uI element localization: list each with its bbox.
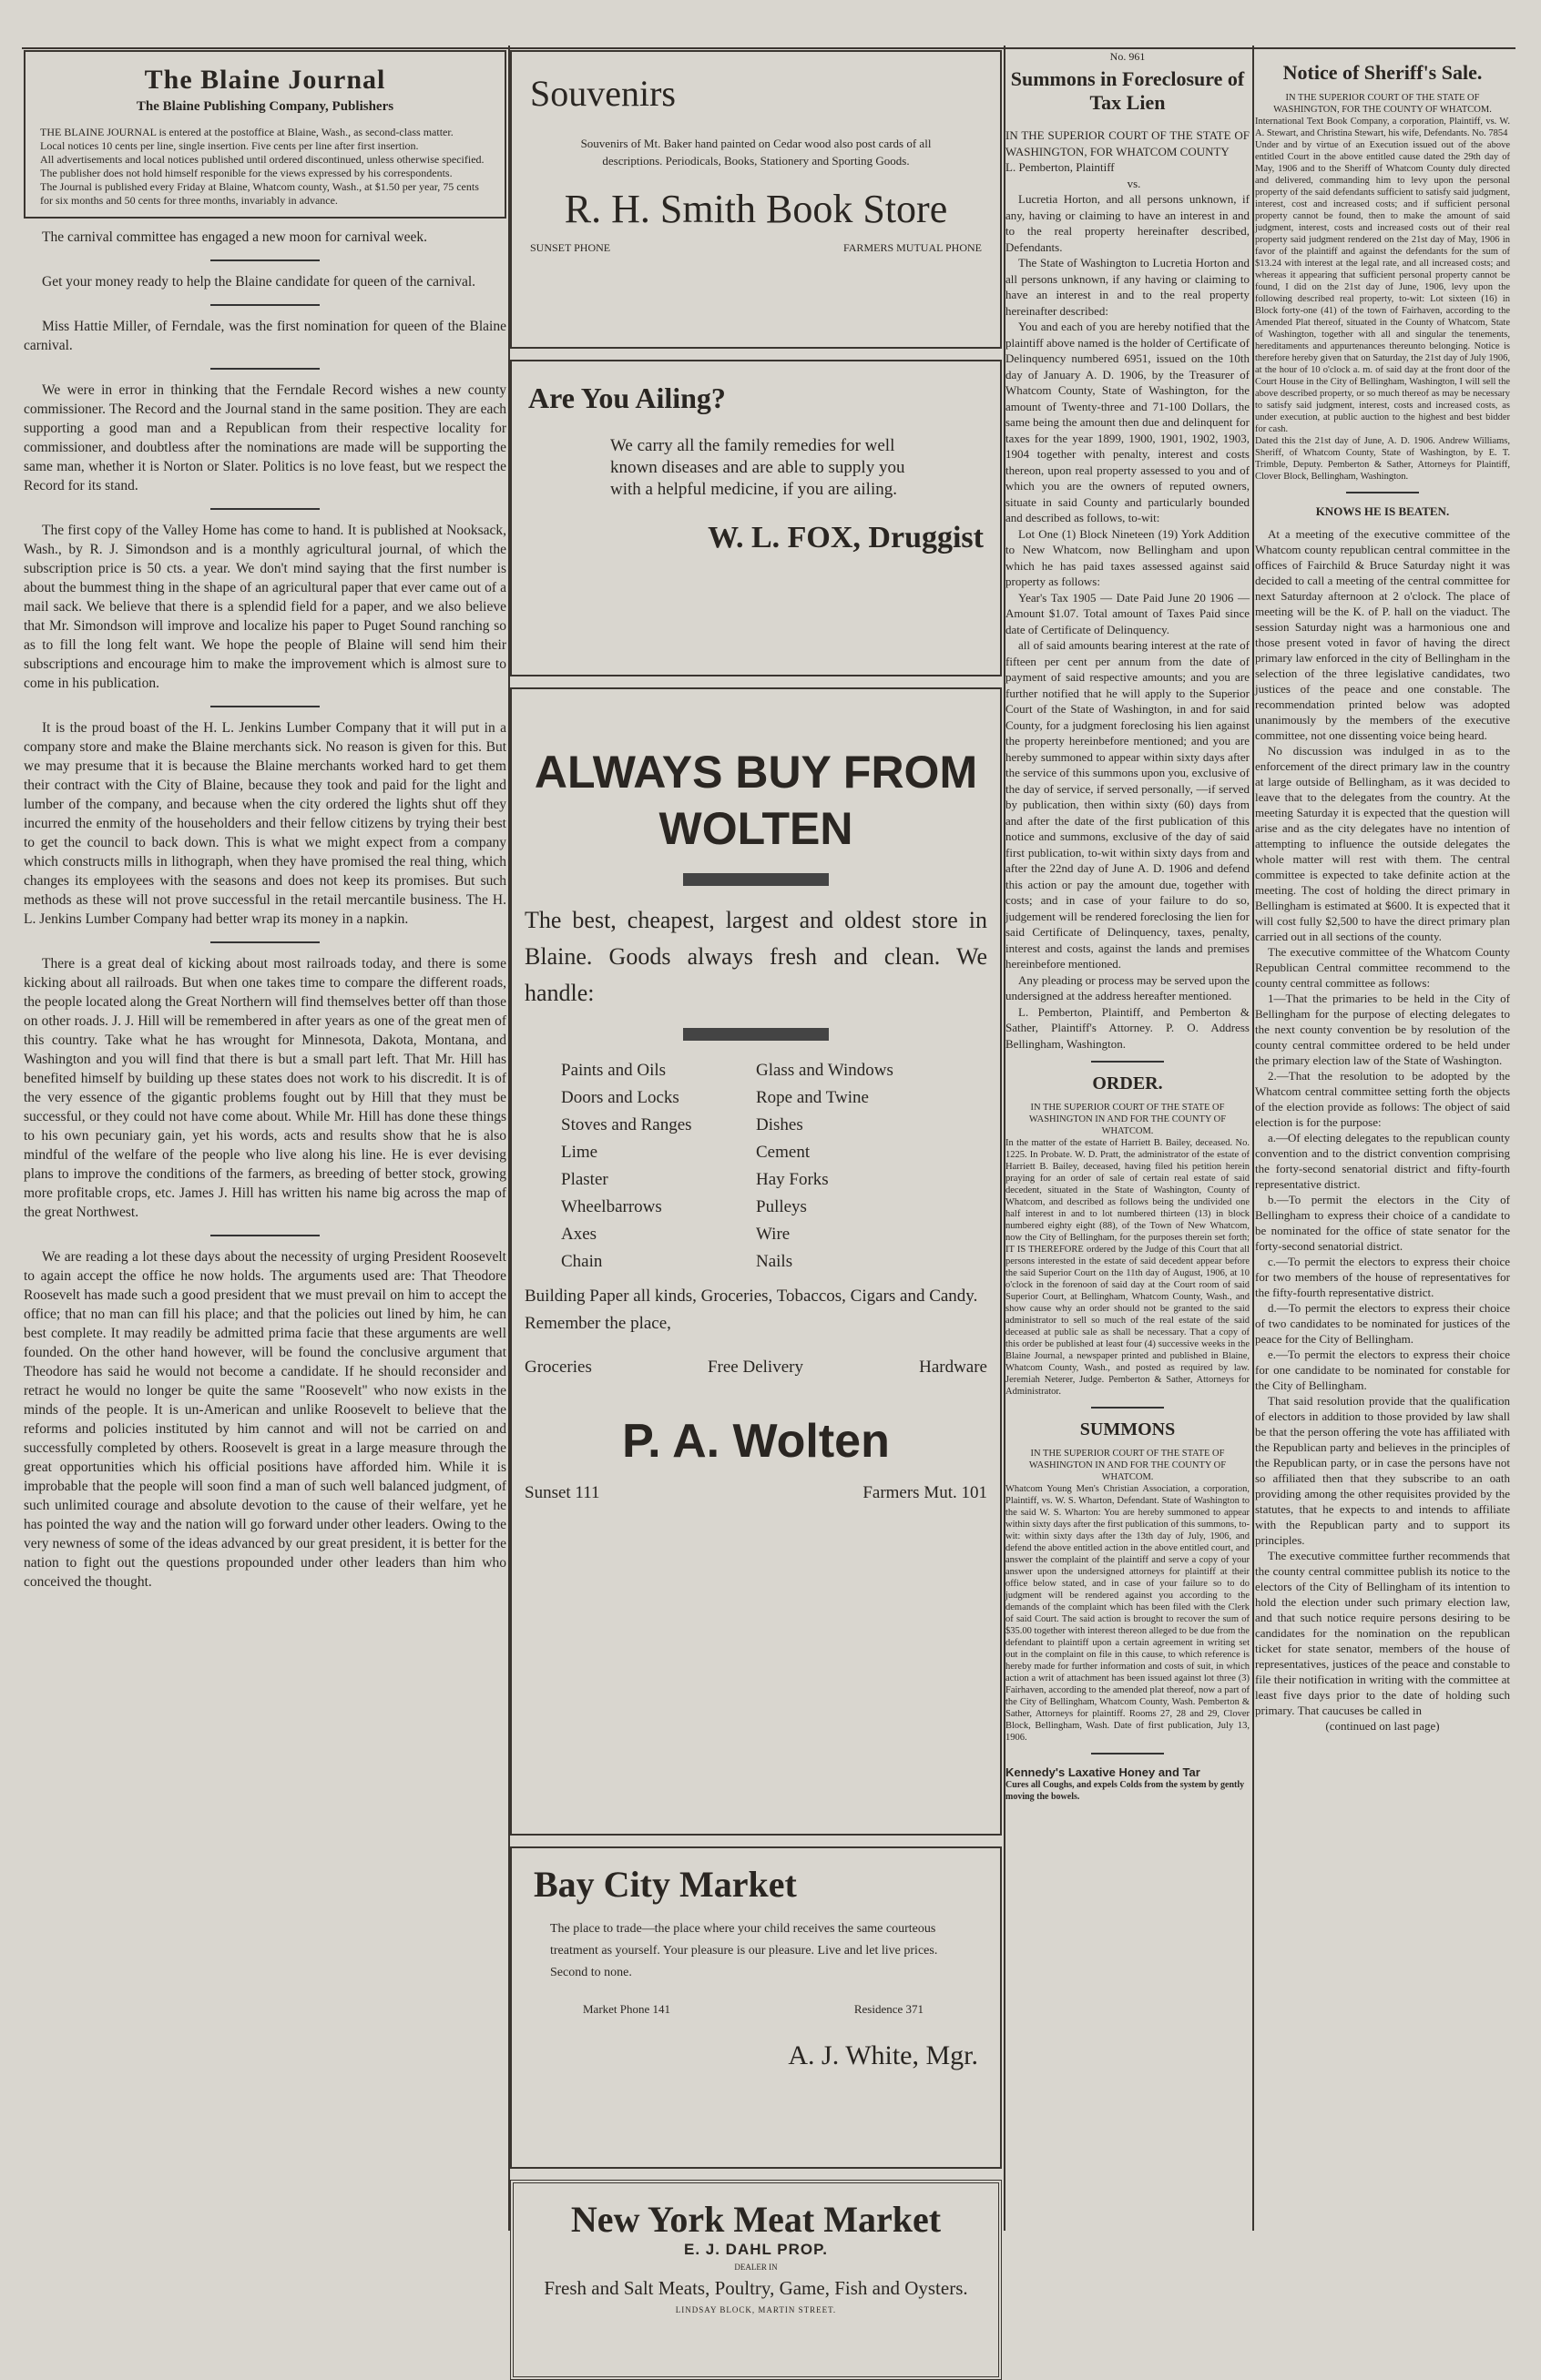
summons-court: IN THE SUPERIOR COURT OF THE STATE OF WASHINGTON IN AND FOR THE COUNTY OF WHATCOM.	[1028, 1449, 1227, 1482]
masthead-note: The Journal is published every Friday at Blaine, Whatcom county, Wash., at $1.50 per year, 75 cents for six months and 50 cents for three months, invariably in advance.	[40, 180, 479, 207]
goods-item: Pulleys	[756, 1197, 807, 1216]
continued-note: (continued on last page)	[1325, 1719, 1440, 1733]
masthead-note: The publisher does not hold himself responible for the views expressed by his correspondents.	[40, 167, 453, 179]
column-sheriff-politics	[1255, 50, 1510, 2231]
notice-signature: L. Pemberton, Plaintiff, and Pemberton & Sather, Plaintiff's Attorney. P. O. Address Bellingham, Washington.	[1005, 1004, 1250, 1051]
masthead	[24, 50, 506, 219]
order-body: In the matter of the estate of Harriett B. Bailey, deceased. No. 1225. In Probate. W. D. Pratt, the administrator of the estate of Harriett B. Bailey, deceased, having filed his petition herein praying for an order of sale of certain real estate of said decedent, situated in the State of Washington, County of Whatcom, and described as follows being the undivided one half interest in and to lot numbered thirteen (13) in block numbered eighty eight (88), of the Town of New Whatcom, now the City of Bellingham, for the purposes therein set forth; IT IS THEREFORE ordered by the Judge of this Court that all persons interested in the estate of said decedent appear before the said Superior Court on the 11th day of August, 1906, at 10 o'clock in the forenoon of said day at the Court room of said Superior Court, at Bellingham, Whatcom County, Wash., and show cause why an order should not be granted to the said administrator to sell so much of the real estate of the said deceased at public sale as shall be necessary. That a copy of this order be published at least four (4) successive weeks in the Blaine Journal, a newspaper printed and published in Blaine, Whatcom County, Wash., and posted as required by law. Jeremiah Neterer, Judge. Pemberton & Sather, Attorneys for Administrator.	[1005, 1138, 1250, 1397]
separator	[1346, 492, 1419, 493]
separator	[210, 1235, 320, 1236]
ad-merchant-name: W. L. FOX, Druggist	[708, 521, 984, 554]
notice-paragraph: The State of Washington to Lucretia Horton and all persons unknown, if any having or claiming to have an interest in and to the real property hereinafter described:	[1005, 256, 1250, 318]
ad-merchant-name: P. A. Wolten	[622, 1415, 890, 1468]
kennedy-title: Kennedy's Laxative Honey and Tar	[1005, 1765, 1200, 1779]
separator	[210, 941, 320, 943]
plaintiff-line: L. Pemberton, Plaintiff	[1005, 160, 1115, 174]
notice-paragraph: Any pleading or process may be served upon the undersigned at the address hereafter mentioned.	[1005, 972, 1250, 1002]
separator	[1091, 1753, 1164, 1754]
order-title: ORDER.	[1092, 1073, 1163, 1093]
article-paragraph: 2.—That the resolution to be adopted by the Whatcom central committee setting forth the objects of the election provide as follows: The object of said election is for the purpose:	[1255, 1069, 1510, 1129]
goods-item: Stoves and Ranges	[561, 1115, 692, 1134]
tax-lien-summons	[1005, 127, 1250, 1052]
ad-fox-druggist	[510, 360, 1002, 676]
ad-body: Souvenirs of Mt. Baker hand painted on Cedar wood also post cards of all descriptions. Periodicals, Books, Stationery and Sporting Goods.	[580, 137, 932, 168]
goods-item: Chain	[561, 1252, 603, 1271]
ad-title: Are You Ailing?	[528, 381, 726, 414]
ad-foot-item: Free Delivery	[707, 1358, 803, 1377]
sheriff-court: IN THE SUPERIOR COURT OF THE STATE OF WASHINGTON, FOR THE COUNTY OF WHATCOM.	[1273, 93, 1492, 115]
separator	[1091, 1061, 1164, 1063]
court-line: IN THE SUPERIOR COURT OF THE STATE OF WASHINGTON, FOR WHATCOM COUNTY	[1005, 128, 1250, 158]
goods-item: Cement	[756, 1143, 811, 1162]
ad-phone: Farmers Mut. 101	[862, 1483, 987, 1502]
ad-dealer-label: DEALER IN	[734, 2263, 778, 2272]
ad-intro: The best, cheapest, largest and oldest store in Blaine. Goods always fresh and clean. We handle:	[525, 907, 987, 1006]
editorial-item: The first copy of the Valley Home has come to hand. It is published at Nooksack, Wash., by R. J. Simondson and is a monthly agricultural journal, of which the subscription price is 50 cts. a year. We don't mind saying that the first number is about the bummest thing in the shape of an agricultural paper that ever came out of a mail sack. We believe that there is a splendid field for a paper, and we also believe that Mr. Simondson will improve and localize his paper to Puget Sound ranching so as to fill the long felt want. We hope the people of Blaine will send him their subscriptions and encourage him to make the improvement which is almost sure to come in his publication.	[24, 523, 506, 691]
article-paragraph: d.—To permit the electors to express their choice of two candidates to be nominated for justices of the peace for the City of Bellingham.	[1255, 1301, 1510, 1346]
column-rule	[1252, 46, 1254, 2231]
top-rule	[22, 47, 1515, 49]
ad-foot-item: Groceries	[525, 1358, 592, 1377]
separator	[210, 508, 320, 510]
ad-body: We carry all the family remedies for well known diseases and are able to supply you with a helpful medicine, if you are ailing.	[610, 436, 905, 499]
editorial-item: Get your money ready to help the Blaine candidate for queen of the carnival.	[42, 274, 476, 290]
goods-item: Wire	[756, 1225, 791, 1244]
masthead-note: All advertisements and local notices published until ordered discontinued, unless otherwise specified.	[40, 153, 485, 166]
notice-paragraph: Year's Tax 1905 — Date Paid June 20 1906 — Amount $1.07. Total amount of Taxes Paid since date of Certificate of Delinquency.	[1005, 590, 1250, 636]
ad-phone: Sunset 111	[525, 1483, 600, 1502]
article-paragraph: a.—Of electing delegates to the republican county convention and to the district convention comprising the forty-second senatorial district and fifty-fourth representative district.	[1255, 1131, 1510, 1191]
order-court: IN THE SUPERIOR COURT OF THE STATE OF WASHINGTON IN AND FOR THE COUNTY OF WHATCOM.	[1028, 1103, 1227, 1136]
goods-item: Axes	[561, 1225, 597, 1244]
separator	[210, 304, 320, 306]
masthead-note: THE BLAINE JOURNAL is entered at the postoffice at Blaine, Wash., as second-class matter.	[40, 126, 454, 138]
ad-bay-city-market	[510, 1846, 1002, 2169]
separator	[210, 368, 320, 370]
editorial-item: We were in error in thinking that the Ferndale Record wishes a new county commissioner. The Record and the Journal stand in the same position. They are each supporting a good man and a Republican from their respective locality for commissioner, and doubtless after the nominations are made will be supporting the same man, whether it is Norton or Slater. Politics is no love feast, but we respect the Record for its stand.	[24, 382, 506, 493]
article-paragraph: c.—To permit the electors to express their choice for two members of the house of representatives for the fifty-fourth representative district.	[1255, 1255, 1510, 1299]
editorial-item: We are reading a lot these days about the necessity of urging President Roosevelt to again accept the office he now holds. The arguments used are: That Theodore Roosevelt has made such a good president that we must prevail on him to accept the office; that no man can fill his place; and that the policies out lined by him, he can best complete. It may readily be admitted prima facie that these arguments are well founded. On the other hand however, will be found the conclusive argument that Theodore has said he would not become a candidate. If he should reconsider and retract he would no longer be quite the same "Roosevelt" who now exists in the minds of the people. It is un-American and unlike Roosevelt to believe that the reforms and policies instituted by him cannot and will not be carried on and successfully completed by others. Roosevelt is great in a large measure through the great opportunities which his official positions have afforded him. While it is improbable that the people will soon find a man of such well balanced judgment, of such unlimited courage and absolute devotion to the cause of their welfare, yet he has pointed the way and the nation will go forward under other leaders. Owing to the very newness of some of the ideas advanced by our great president, it is better for the nation to fight out the questions propounded under other leaders than him who conceived the thought.	[24, 1249, 506, 1590]
ad-more: Building Paper all kinds, Groceries, Tobaccos, Cigars and Candy. Remember the place,	[525, 1287, 978, 1333]
notice-paragraph: Lot One (1) Block Nineteen (19) York Addition to New Whatcom, now Bellingham and upon which he has paid taxes assessed against said property as follows:	[1005, 526, 1250, 588]
ad-goods-line: Fresh and Salt Meats, Poultry, Game, Fish and Oysters.	[544, 2277, 968, 2299]
article-body	[1255, 526, 1510, 1734]
goods-item: Doors and Locks	[561, 1088, 679, 1107]
summons-body: Whatcom Young Men's Christian Association, a corporation, Plaintiff, vs. W. S. Wharton, Defendant. State of Washington to the said W. S. Wharton: You are hereby summoned to appear within sixty days after the first publication of this summons, to-wit: within sixty days after the 13th day of July, 1906, and defend the above entitled action in the above entitled court, and answer the complaint of the plaintiff and serve a copy of your answer upon the undersigned attorneys for plaintiff at their office below stated, and in case of your failure so to do judgment will be rendered against you according to the demands of the complaint which has been filed with the Clerk of said Court. The said action is brought to recover the sum of $35.00 together with interest thereon alleged to be due from the defendant to plaintiff upon a certain agreement in writing set out in the complaint on file in this cause, to which reference is hereby made for further information and costs of suit, in which action a writ of attachment has been issued against lot three (3) Fairhaven, according to the amended plat thereof, now a part of the City of Bellingham, Whatcom County, Wash. Pemberton & Sather, Attorneys for plaintiff. Rooms 27, 28 and 29, Clover Block, Bellingham, Wash. Date of first publication, July 13, 1906.	[1005, 1484, 1250, 1743]
column-editorial	[24, 50, 506, 2231]
notice-paragraph: You and each of you are hereby notified that the plaintiff above named is the holder of Certificate of Delinquency numbered 6951, issued on the 10th day of January A. D. 1906, by the Treasurer of Whatcom County, State of Washington, for the amount of Twenty-three and 71-100 Dollars, the same being the amount then due and delinquent for taxes for the year 1899, 1900, 1901, 1902, 1903, 1904 together with penalty, interest and costs thereon, upon real property assessed to you and of which you are the owners of reputed owners, situate in said County and particularly bounded and described as follows, to-wit:	[1005, 320, 1250, 524]
article-paragraph: e.—To permit the electors to express their choice for one candidate to be nominated for constable for the City of Bellingham.	[1255, 1348, 1510, 1392]
article-title: KNOWS HE IS BEATEN.	[1315, 504, 1450, 518]
editorial-item: It is the proud boast of the H. L. Jenkins Lumber Company that it will put in a company store and make the Blaine merchants sick. No reason is given for this. But we may presume that it is because the Blaine merchants worked hard to get them their contract with the City of Blaine, because they took and paid for the light and lumber of the company, and because when the city ordered the lights shut off they incurred the enmity of the householders and their fellow citizens by trying their best to get the council to back down. This is what we might expect from a company which constructs mills in lithograph, when they have promised the real thing, which changes its employees with the seasons and does not keep its promises. But such methods as these will not prove successful in the retail mercantile business. The H. L. Jenkins Lumber Company had better wrap its money in a napkin.	[24, 720, 506, 927]
ad-store-name: R. H. Smith Book Store	[564, 187, 948, 231]
ad-title: Souvenirs	[530, 73, 676, 114]
notice-paragraph: all of said amounts bearing interest at the rate of fifteen per cent per annum from the date of payment of said respective amounts; and you are further notified that he will apply to the Superior Court of the State of Washington, in and for said County, for a judgment foreclosing his lien against the property hereinbefore mentioned; and you are hereby summoned to appear within sixty days after the service of this summons upon you, exclusive of the day of service, if served personally, —if served by publication, then within sixty (60) days from and after the date of the first publication of this notice and summons, exclusive of the day of said first publication, to-wit within sixty days from and after the 22nd day of June A. D. 1906 and defend this action or pay the amount due, together with costs; and in case of your failure to do so, judgement will be rendered foreclosing the lien for said Certificate of Delinquency, taxes, penalty, interest and costs, against the lands and premises hereinbefore mentioned.	[1005, 638, 1250, 971]
goods-list	[561, 1057, 951, 1276]
versus-line: vs.	[1127, 176, 1141, 190]
goods-item: Nails	[756, 1252, 793, 1271]
editorial-item: There is a great deal of kicking about most railroads today, and there is some kicking about all railroads. But when one takes time to compare the different roads, the people located along the Great Northern will find themselves better off than those on other roads. J. J. Hill will be remembered in after years as one of the great men of this country. Take what he has wrought for Minnesota, Dakota, Montana, and Washington and you will find that there is but a small part left. That Mr. Hill has benefited himself by building up these states does not work to his discredit. It is of the very essence of the gigantic problems fought out by Hill that they must be successful, or they could not have come about. While Mr. Hill has done these things to his own pecuniary gain, yet his words, acts and results show that he is also mindful of the welfare of the people who live along his line. He is ever devising plans to improve the conditions of the farmers, as breeding of better stock, growing more profitable crops, etc. James J. Hill has written his name big across the map of the great Northwest.	[24, 956, 506, 1220]
sheriff-body: Under and by virtue of an Execution issued out of the above entitled Court in the above entitled cause dated the 29th day of May, 1906 and to the Sheriff of Whatcom County duly directed and delivered, commanding him to levy upon the personal property of the said defendants sufficient to satisfy said judgment, interest, cost and increased costs; and if sufficient personal property cannot be found, then to make the amount of said judgment, interest, costs and increased costs out of their real property said judgment rendered on the 21st day of May, 1906 in favor of the plaintiff and against the defendants for the sum of $13.24 with interest at the legal rate, and all increased costs; and whereas it appearing that sufficient personal property cannot be found, I did on the 21st day of June, 1906, levy upon the following described real property, to-wit: Lot sixteen (16) in Block forty-one (41) of the town of Fairhaven, according to the Amended Plat thereof, situated in the County of Whatcom, State of Washington, together with all and singular the tenements, hereditaments and appurtenances thereunto belonging. Notice is therefore hereby given that on Saturday, the 21st day of July 1906, at the hour of 10 o'clock a. m. of said day at the front door of the Court House in the City of Bellingham, Washington, I will sell the above described property, or so much thereof as may be necessary to satisfy said judgment, interest, costs and increased costs, as under execution, at public auction to the highest and best bidder for cash.	[1255, 140, 1510, 434]
article-paragraph: No discussion was indulged in as to the enforcement of the direct primary law in the country at large outside of Bellingham, as it was decided to leave that to the delegates from the country. At the meeting Saturday it is expected that the question will arise and as the city delegates have no intention of attempting to influence the outside delegates the whole matter will rest with them. The central committee is expected to take definite action at the meeting. The cost of holding the direct primary in Bellingham is estimated at $600. It is expected that it will cost fully $2,500 to have the direct primary plan carried out in all sections of the county.	[1255, 744, 1510, 943]
ad-title: Bay City Market	[534, 1864, 797, 1905]
ad-phone: Market Phone 141	[583, 2002, 671, 2016]
ad-souvenirs	[510, 50, 1002, 349]
article-paragraph: That said resolution provide that the qualification of electors in addition to those provided by law shall be that the person offering the vote has affiliated with the Republican party and believes in the principles of the Republican party, or in case the persons have not so affiliated then that they subscribe to an oath providing among the other requisites provided by the statutes, that he expects to and intends to affiliate with the Republican party and to support its principles.	[1255, 1394, 1510, 1547]
ad-proprietor: E. J. DAHL PROP.	[683, 2241, 829, 2258]
editorial-item: The carnival committee has engaged a new moon for carnival week.	[42, 229, 428, 245]
article-paragraph: The executive committee further recommends that the county central committee publish its notice to the electors of the City of Bellingham of its intention to hold the election under such primary election law, and that such notice require persons desiring to be candidates for the nomination on the republican ticket for state senator, members of the house of representatives, justices of the peace and constable to file their notification in writing with the committee at least five days prior to the date of holding such primary. That caucuses be called in	[1255, 1549, 1510, 1717]
column-ads	[510, 50, 1002, 2314]
goods-item: Plaster	[561, 1170, 608, 1189]
goods-item: Wheelbarrows	[561, 1197, 662, 1216]
masthead-note: Local notices 10 cents per line, single insertion. Five cents per line after first insertion.	[40, 139, 419, 152]
editorial-item: Miss Hattie Miller, of Ferndale, was the first nomination for queen of the Blaine carnival.	[24, 319, 506, 353]
masthead-title: The Blaine Journal	[144, 65, 386, 95]
column-legal-notices	[1005, 50, 1250, 2231]
masthead-publisher: The Blaine Publishing Company, Publishers	[136, 99, 394, 114]
ad-foot-item: Hardware	[919, 1358, 987, 1377]
editorials	[24, 228, 506, 1592]
ad-wolten	[510, 687, 1002, 1836]
ad-headline: ALWAYS BUY FROM WOLTEN	[534, 747, 978, 854]
ad-phone: FARMERS MUTUAL PHONE	[842, 241, 982, 254]
separator	[210, 259, 320, 261]
sheriff-parties: International Text Book Company, a corporation, Plaintiff, vs. W. A. Stewart, and Christina Stewart, his wife, Defendants. No. 7854	[1255, 117, 1510, 138]
separator	[210, 706, 320, 707]
ad-manager: A. J. White, Mgr.	[788, 2040, 978, 2070]
ad-title: New York Meat Market	[570, 2199, 942, 2240]
goods-item: Glass and Windows	[756, 1061, 893, 1080]
notice-title: Summons in Foreclosure of Tax Lien	[1010, 67, 1245, 114]
ad-new-york-meat-market	[510, 2180, 1002, 2380]
separator-bar	[683, 1028, 829, 1041]
ad-address: LINDSAY BLOCK, MARTIN STREET.	[675, 2305, 837, 2314]
goods-item: Rope and Twine	[756, 1088, 869, 1107]
ad-phone: Residence 371	[853, 2002, 924, 2016]
goods-item: Hay Forks	[756, 1170, 829, 1189]
article-paragraph: The executive committee of the Whatcom County Republican Central committee recommend to the county central committee as follows:	[1255, 945, 1510, 990]
goods-item: Lime	[561, 1143, 598, 1162]
sheriff-dated: Dated this the 21st day of June, A. D. 1906. Andrew Williams, Sheriff, of Whatcom County, State of Washington, by E. T. Trimble, Deputy. Pemberton & Sather, Attorneys for Plaintiff, Clover Block, Bellingham, Washington.	[1255, 436, 1510, 482]
defendants-line: Lucretia Horton, and all persons unknown, if any, having or claiming to have an interest in and to the real property hereinafter described, Defendants.	[1005, 192, 1250, 254]
article-paragraph: b.—To permit the electors in the City of Bellingham to express their choice of a candidate to be nominated for the office of state senator for the forty-second senatorial district.	[1255, 1193, 1510, 1253]
notice-number: No. 961	[1109, 50, 1146, 63]
separator	[1091, 1407, 1164, 1409]
separator-bar	[683, 873, 829, 886]
sheriff-sale-title: Notice of Sheriff's Sale.	[1282, 61, 1483, 84]
article-paragraph: 1—That the primaries to be held in the City of Bellingham for the purpose of electing delegates to the next county convention be by resolution of the county central committee ordered to be held under the primary election law of the State of Washington.	[1255, 992, 1510, 1067]
article-paragraph: At a meeting of the executive committee of the Whatcom county republican central committee in the offices of Fairchild & Bruce Saturday night it was decided to call a meeting of the central committee for next Saturday afternoon at 2 o'clock. The place of meeting will be the K. of P. hall on the viaduct. The session Saturday night was a harmonious one and those present voted in favor of having the direct primary law enforced in the city of Bellingham in the selection of the three legislative candidates, two justices of the peace and one constable. The recommendation printed below was adopted unanimously by the members of the executive committee, not one dissenting voice being heard.	[1255, 527, 1510, 742]
ad-body: The place to trade—the place where your child receives the same courteous treatment as yourself. Your pleasure is our pleasure. Live and let live prices. Second to none.	[550, 1922, 938, 1979]
kennedy-body: Cures all Coughs, and expels Colds from the system by gently moving the bowels.	[1005, 1780, 1245, 1802]
summons-title: SUMMONS	[1079, 1419, 1176, 1439]
goods-item: Dishes	[756, 1115, 803, 1134]
goods-item: Paints and Oils	[561, 1061, 667, 1080]
ad-phone: SUNSET PHONE	[530, 241, 611, 254]
